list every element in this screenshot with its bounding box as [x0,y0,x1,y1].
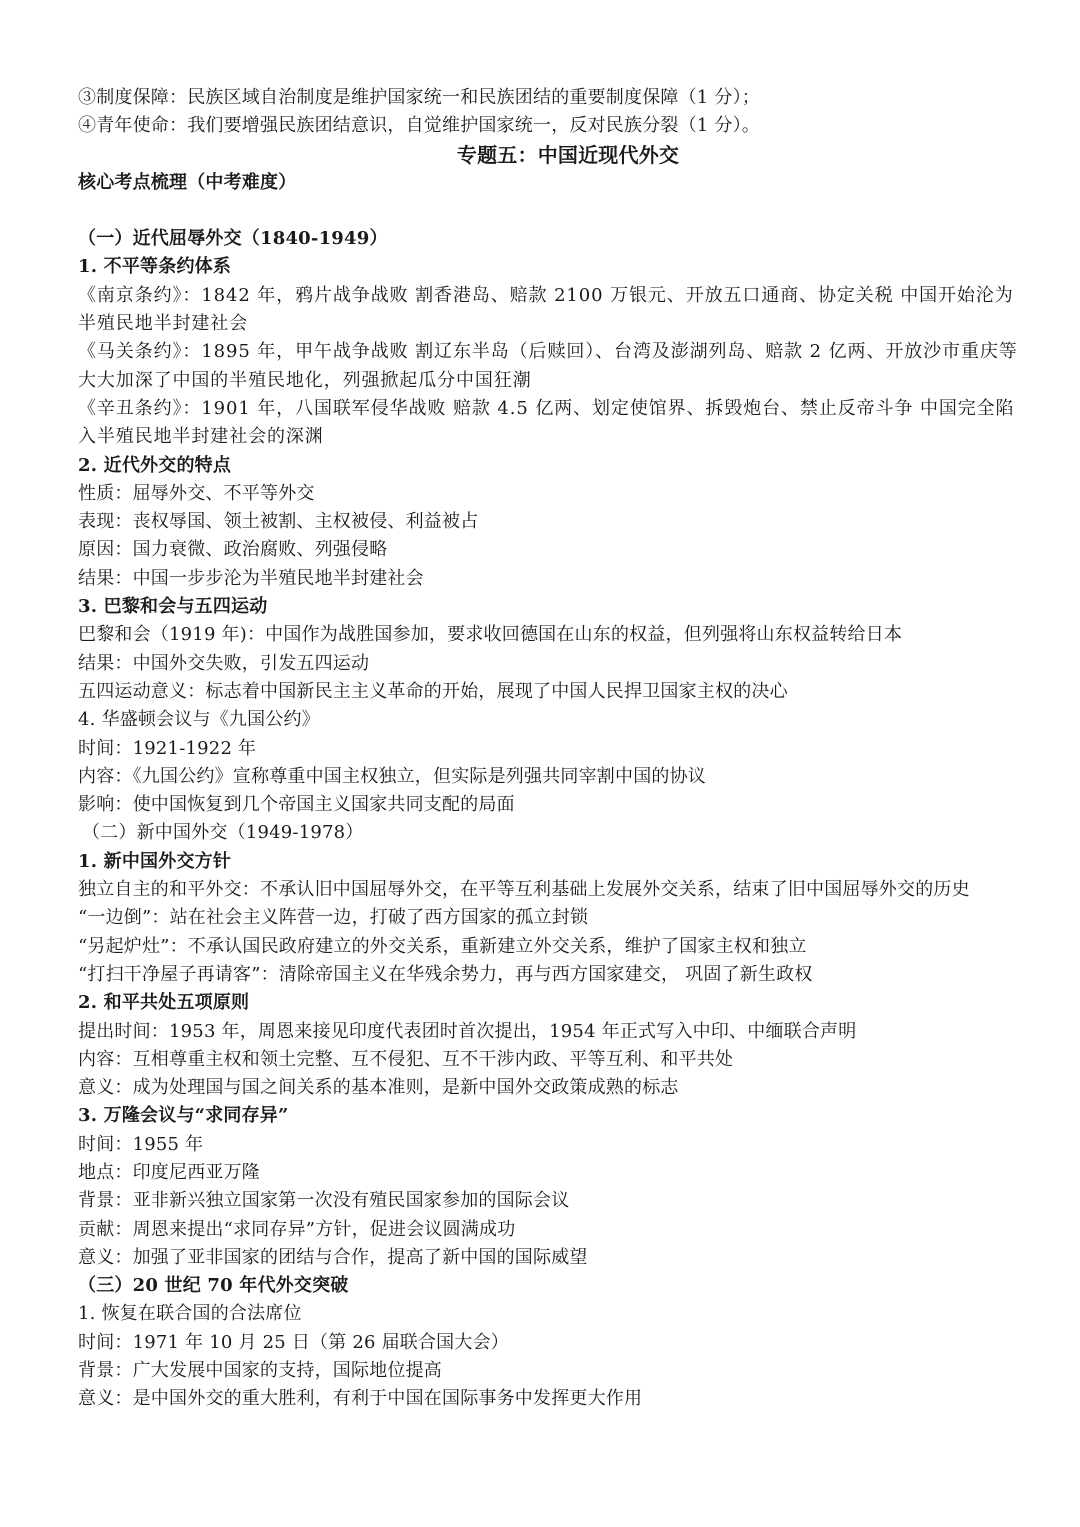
text-line: 结果：中国一步步沦为半殖民地半封建社会 [78,567,424,589]
text-line: 4. 华盛顿会议与《九国公约》 [78,709,320,731]
text-line: 性质：屈辱外交、不平等外交 [78,482,315,504]
text-line: 意义：加强了亚非国家的团结与合作，提高了新中国的国际威望 [78,1246,588,1268]
treaty-paragraph: 《南京条约》：1842 年，鸦片战争战败 割香港岛、赔款 2100 万银元、开放五口通商、协定关税 中国开始沦为半殖民地半封建社会 [78,284,1014,335]
text-line: “一边倒”：站在社会主义阵营一边，打破了西方国家的孤立封锁 [78,907,589,929]
heading-line: 1. 不平等条约体系 [78,256,232,278]
section-heading: （一）近代屈辱外交（1840-1949） [78,228,388,250]
text-line: “打扫干净屋子再请客”：清除帝国主义在华残余势力，再与西方国家建交， 巩固了新生政权 [78,963,813,985]
text-line: 背景：亚非新兴独立国家第一次没有殖民国家参加的国际会议 [78,1190,570,1212]
text-line: 时间：1971 年 10 月 25 日（第 26 届联合国大会） [78,1331,509,1353]
text-line: 结果：中国外交失败，引发五四运动 [78,652,370,674]
text-line: 1. 恢复在联合国的合法席位 [78,1303,302,1325]
text-line: 影响：使中国恢复到几个帝国主义国家共同支配的局面 [78,794,515,816]
text-line: 意义：成为处理国与国之间关系的基本准则，是新中国外交政策成熟的标志 [78,1077,679,1099]
text-line: “另起炉灶”：不承认国民政府建立的外交关系，重新建立外交关系，维护了国家主权和独立 [78,935,807,957]
treaty-paragraph: 《马关条约》：1895 年，甲午战争战败 割辽东半岛（后赎回）、台湾及澎湖列岛、赔款 2 亿两、开放沙市重庆等大大加深了中国的半殖民地化，列强掀起瓜分中国狂潮 [78,341,1018,391]
text-line: 巴黎和会（1919 年)：中国作为战胜国参加，要求收回德国在山东的权益，但列强将山东权益转给日本 [78,624,903,646]
treaty-paragraph: 《辛丑条约》：1901 年，八国联军侵华战败 赔款 4.5 亿两、划定使馆界、拆毁炮台、禁止反帝斗争 中国完全陷入半殖民地半封建社会的深渊 [78,397,1015,448]
blank-line [78,197,1018,225]
document-body [78,84,1018,1414]
text-line: 时间：1955 年 [78,1133,204,1155]
text-line: ③制度保障：民族区域自治制度是维护国家统一和民族团结的重要制度保障（1 分）； [78,87,760,108]
heading-line: 1. 新中国外交方针 [78,850,232,872]
text-line: 意义：是中国外交的重大胜利，有利于中国在国际事务中发挥更大作用 [78,1388,643,1410]
text-line: 内容：《九国公约》宣称尊重中国主权独立，但实际是列强共同宰割中国的协议 [78,765,706,787]
text-line: 背景：广大发展中国家的支持，国际地位提高 [78,1360,442,1382]
text-line: 独立自主的和平外交：不承认旧中国屈辱外交，在平等互利基础上发展外交关系，结束了旧中国屈辱外交的历史 [78,879,970,901]
heading-line: 2. 和平共处五项原则 [78,992,250,1014]
text-line: 时间：1921-1922 年 [78,737,257,759]
section-heading: （三）20 世纪 70 年代外交突破 [78,1275,349,1297]
heading-line: 2. 近代外交的特点 [78,454,232,476]
topic-title: 专题五：中国近现代外交 [456,142,680,167]
text-line: 五四运动意义：标志着中国新民主主义革命的开始，展现了中国人民捍卫国家主权的决心 [78,680,788,702]
text-line: 提出时间：1953 年，周恩来接见印度代表团时首次提出，1954 年正式写入中印、中缅联合声明 [78,1020,857,1042]
heading-line: 核心考点梳理（中考难度） [78,171,297,193]
text-line: 内容：互相尊重主权和领土完整、互不侵犯、互不干涉内政、平等互利、和平共处 [78,1048,734,1070]
text-line: 地点：印度尼西亚万隆 [78,1161,260,1183]
section-heading: （二）新中国外交（1949-1978） [82,822,364,844]
text-line: ④青年使命：我们要增强民族团结意识，自觉维护国家统一，反对民族分裂（1 分）。 [78,115,760,137]
text-line: 表现：丧权辱国、领土被割、主权被侵、利益被占 [78,511,479,533]
heading-line: 3. 万隆会议与“求同存异” [78,1105,289,1127]
text-line: 贡献：周恩来提出“求同存异”方针，促进会议圆满成功 [78,1218,516,1240]
text-line: 原因：国力衰微、政治腐败、列强侵略 [78,539,388,561]
heading-line: 3. 巴黎和会与五四运动 [78,596,268,618]
